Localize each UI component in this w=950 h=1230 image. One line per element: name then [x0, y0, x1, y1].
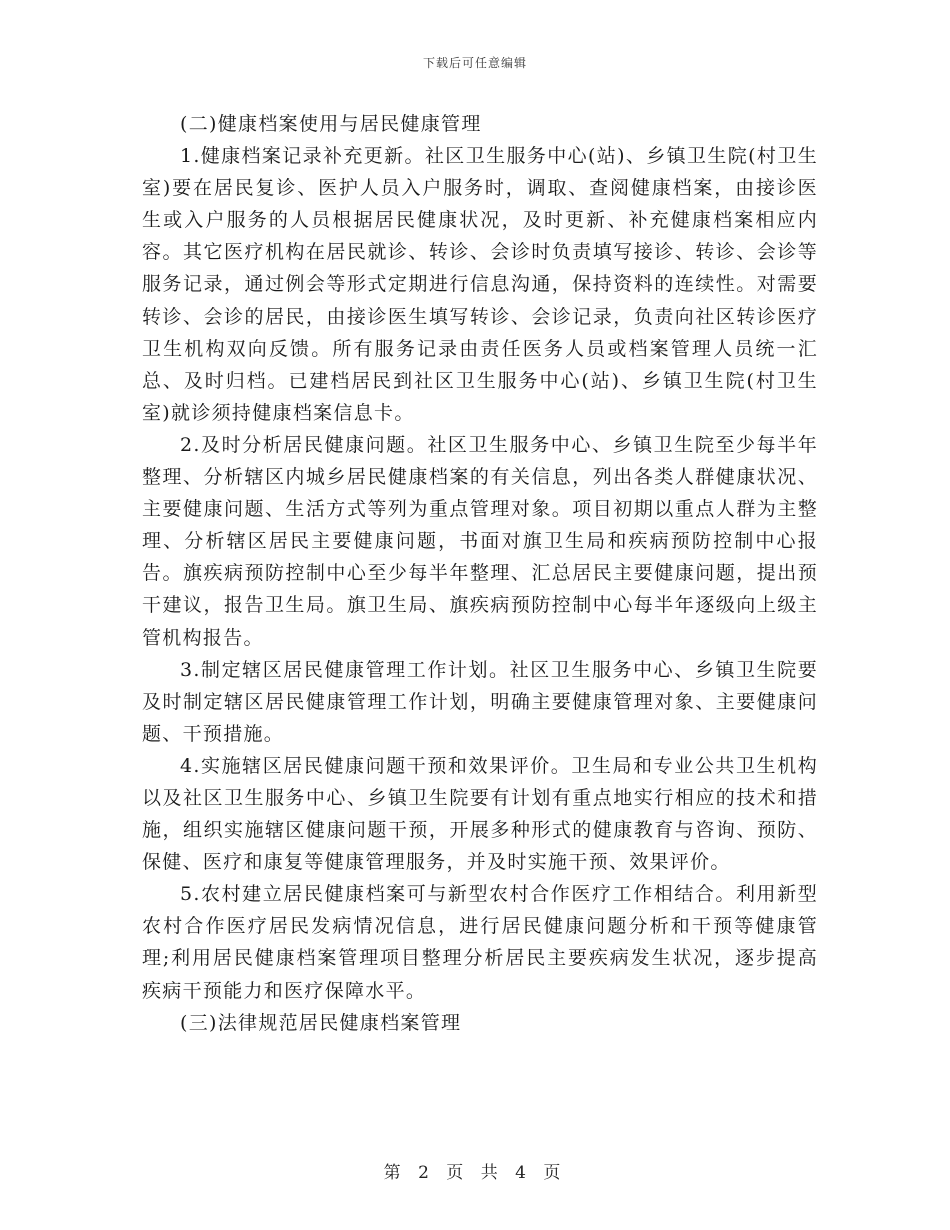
section-heading-3: (三)法律规范居民健康档案管理: [180, 1011, 462, 1034]
paragraph-3: 3.制定辖区居民健康管理工作计划。社区卫生服务中心、乡镇卫生院要及时制定辖区居民健康管理工作计划，明确主要健康管理对象、主要健康问题、干预措施。: [142, 658, 818, 745]
paragraph-5: 5.农村建立居民健康档案可与新型农村合作医疗工作相结合。利用新型农村合作医疗居民发病情况信息，进行居民健康问题分析和干预等健康管理;利用居民健康档案管理项目整理分析居民主要疾病发生状况，逐步提高疾病干预能力和医疗保障水平。: [142, 883, 818, 1002]
paragraph-4: 4.实施辖区居民健康问题干预和效果评价。卫生局和专业公共卫生机构以及社区卫生服务中心、乡镇卫生院要有计划有重点地实行相应的技术和措施，组织实施辖区健康问题干预，开展多种形式的健康教育与咨询、预防、保健、医疗和康复等健康管理服务，并及时实施干预、效果评价。: [142, 754, 818, 874]
paragraph-2: 2.及时分析居民健康问题。社区卫生服务中心、乡镇卫生院至少每半年整理、分析辖区内城乡居民健康档案的有关信息，列出各类人群健康状况、主要健康问题、生活方式等列为重点管理对象。项目初期以重点人群为主整理、分析辖区居民主要健康问题，书面对旗卫生局和疾病预防控制中心报告。旗疾病预防控制中心至少每半年整理、汇总居民主要健康问题，提出预干建议，报告卫生局。旗卫生局、旗疾病预防控制中心每半年逐级向上级主管机构报告。: [142, 433, 818, 649]
document-body: [142, 108, 818, 1039]
section-heading-2: (二)健康档案使用与居民健康管理: [180, 113, 482, 135]
paragraph-1: 1.健康档案记录补充更新。社区卫生服务中心(站)、乡镇卫生院(村卫生室)要在居民复诊、医护人员入户服务时，调取、查阅健康档案，由接诊医生或入户服务的人员根据居民健康状况，及时更新、补充健康档案相应内容。其它医疗机构在居民就诊、转诊、会诊时负责填写接诊、转诊、会诊等服务记录，通过例会等形式定期进行信息沟通，保持资料的连续性。对需要转诊、会诊的居民，由接诊医生填写转诊、会诊记录，负责向社区转诊医疗卫生机构双向反馈。所有服务记录由责任医务人员或档案管理人员统一汇总、及时归档。已建档居民到社区卫生服务中心(站)、乡镇卫生院(村卫生室)就诊须持健康档案信息卡。: [142, 145, 818, 424]
header-note: 下载后可任意编辑: [422, 56, 527, 70]
page-number-footer: 第 2 页 共 4 页: [383, 1163, 567, 1183]
